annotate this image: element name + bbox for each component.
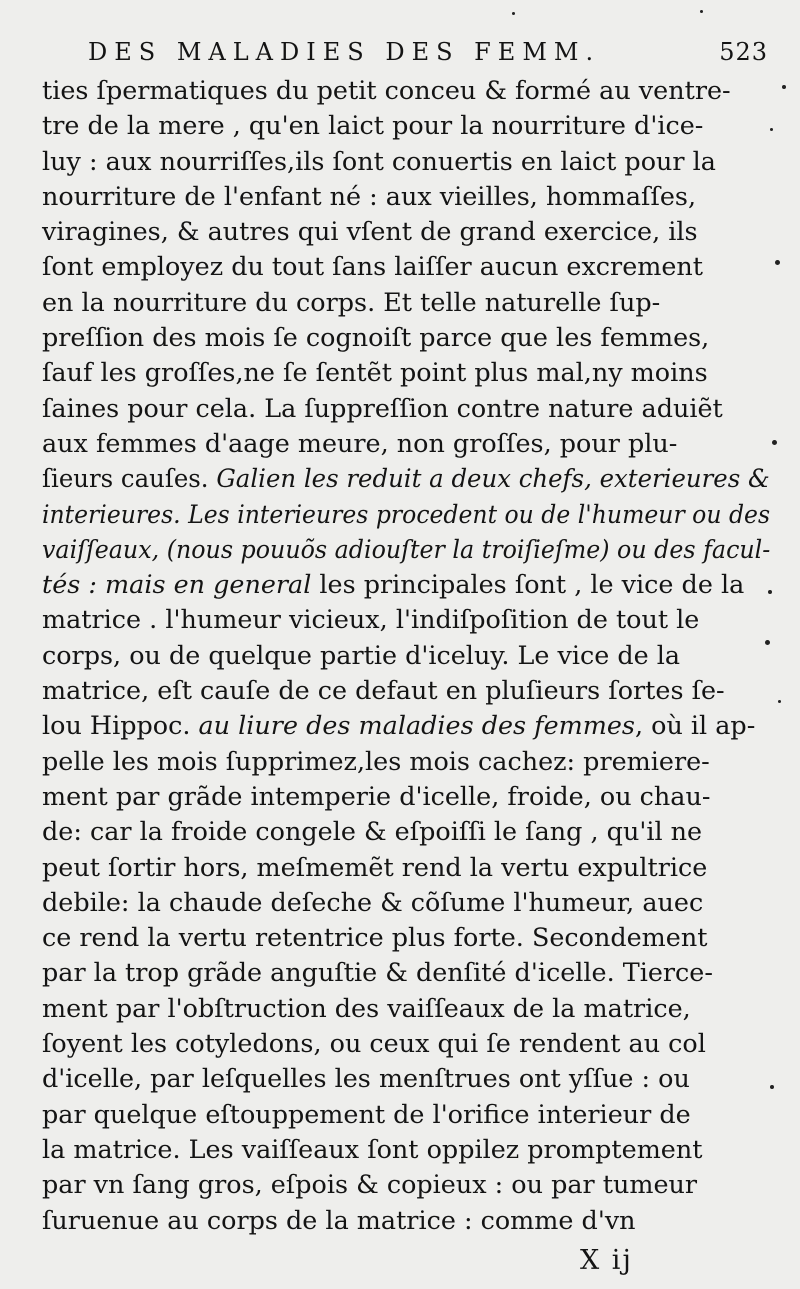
text-run: par vn ſang gros, eſpois & copieux : ou par tumeur [42, 1170, 698, 1201]
text-line [42, 427, 770, 462]
text-line [42, 462, 770, 497]
text-line [42, 1027, 770, 1062]
ink-speck [768, 590, 772, 594]
ink-speck [770, 1085, 774, 1089]
text-run: aux femmes d'aage meure, non groſſes, pour plu- [42, 428, 678, 459]
text-run: les principales ſont , le vice de la [311, 570, 745, 601]
text-run: tre de la mere , qu'en laict pour la nourriture d'ice- [42, 111, 704, 142]
text-line [42, 1133, 770, 1168]
text-line [42, 1168, 770, 1203]
text-line [42, 74, 770, 109]
text-run: peut ſortir hors, meſmemẽt rend la vertu expultrice [42, 852, 708, 883]
text-line [42, 250, 770, 285]
text-line [42, 215, 770, 250]
text-run: matrice, eſt cauſe de ce defaut en pluſieurs ſortes ſe- [42, 676, 725, 707]
ink-speck [782, 85, 786, 89]
text-run: ce rend la vertu retentrice plus forte. Secondement [42, 923, 708, 954]
text-run: pelle les mois ſupprimez,les mois cachez: premiere- [42, 746, 710, 777]
text-line [42, 1062, 770, 1097]
text-line [42, 498, 771, 533]
italic-run: vaiſſeaux, (nous pouuõs adiouſter la troiſieſme) ou des facul- [42, 534, 771, 565]
text-run: luy : aux nourriſſes,ils ſont conuertis en laict pour la [42, 146, 716, 177]
text-run: corps, ou de quelque partie d'iceluy. Le vice de la [42, 640, 681, 671]
text-run: matrice . l'humeur vicieux, l'indiſpoſition de tout le [42, 605, 700, 636]
text-run: d'icelle, par leſquelles les menſtrues ont yſſue : ou [42, 1064, 690, 1095]
text-run: ſuruenue au corps de la matrice : comme d'vn [42, 1205, 636, 1236]
text-line [42, 709, 770, 744]
text-line [42, 356, 770, 391]
text-line [42, 745, 770, 780]
italic-run: interieures. Les interieures procedent ou de l'humeur ou des [42, 499, 771, 530]
text-line [42, 780, 770, 815]
text-line [42, 180, 770, 215]
signature-mark: X ij [580, 1245, 633, 1276]
italic-run: tés : mais en general [42, 570, 312, 601]
text-run: par la trop grãde anguſtie & denſité d'icelle. Tierce- [42, 958, 713, 989]
text-run: ſoyent les cotyledons, ou ceux qui ſe rendent au col [42, 1029, 706, 1060]
text-line [42, 568, 770, 603]
text-line [42, 392, 770, 427]
text-run: debile: la chaude deſeche & cõſume l'humeur, auec [42, 887, 704, 918]
text-line [42, 1204, 770, 1239]
text-run: , où il ap- [634, 711, 756, 742]
text-line [42, 886, 770, 921]
text-run: ſaines pour cela. La ſuppreſſion contre nature aduiẽt [42, 393, 723, 424]
text-run: la matrice. Les vaiſſeaux ſont oppilez promptement [42, 1134, 703, 1165]
italic-run: au liure des maladies des femmes [198, 711, 635, 742]
text-line [42, 533, 771, 568]
text-line [42, 1098, 770, 1133]
text-line [42, 815, 770, 850]
text-run: nourriture de l'enfant né : aux vieilles, hommaſſes, [42, 181, 697, 212]
body-text [42, 74, 772, 1239]
text-line [42, 674, 770, 709]
text-run: preſſion des mois ſe cognoiſt parce que les femmes, [42, 323, 710, 354]
running-head: DES MALADIES DES FEMM. [88, 38, 601, 66]
ink-speck [772, 440, 777, 445]
text-run: par quelque eſtouppement de l'orifice interieur de [42, 1099, 691, 1130]
text-run: ment par grãde intemperie d'icelle, froide, ou chau- [42, 781, 711, 812]
page-number: 523 [719, 38, 768, 66]
text-run: ſauf les groſſes,ne ſe ſentẽt point plus mal,ny moins [42, 358, 708, 389]
ink-speck [775, 260, 780, 265]
text-run: de: car la froide congele & eſpoiſſi le ſang , qu'il ne [42, 817, 703, 848]
text-line [42, 321, 770, 356]
text-run: lou Hippoc. [42, 711, 199, 742]
text-line [42, 639, 770, 674]
text-run: viragines, & autres qui vſent de grand exercice, ils [42, 217, 698, 248]
page-header [88, 38, 768, 78]
text-line [42, 992, 770, 1027]
text-line [42, 956, 770, 991]
italic-run: Galien les reduit a deux chefs, exterieures & [216, 464, 770, 495]
ink-speck [512, 12, 515, 15]
text-run: ment par l'obſtruction des vaiſſeaux de la matrice, [42, 993, 691, 1024]
text-line [42, 286, 770, 321]
text-run: en la nourriture du corps. Et telle naturelle ſup- [42, 287, 661, 318]
text-line [42, 851, 770, 886]
text-run: ſieurs cauſes. [42, 464, 217, 495]
ink-speck [765, 640, 770, 645]
ink-speck [700, 10, 703, 13]
text-run: ties ſpermatiques du petit conceu & formé au ventre- [42, 76, 731, 106]
text-line [42, 921, 770, 956]
text-line [42, 603, 770, 638]
ink-speck [778, 700, 781, 703]
text-line [42, 109, 770, 144]
text-line [42, 145, 770, 180]
ink-speck [770, 128, 773, 131]
text-run: ſont employez du tout ſans laiſſer aucun excrement [42, 252, 704, 283]
